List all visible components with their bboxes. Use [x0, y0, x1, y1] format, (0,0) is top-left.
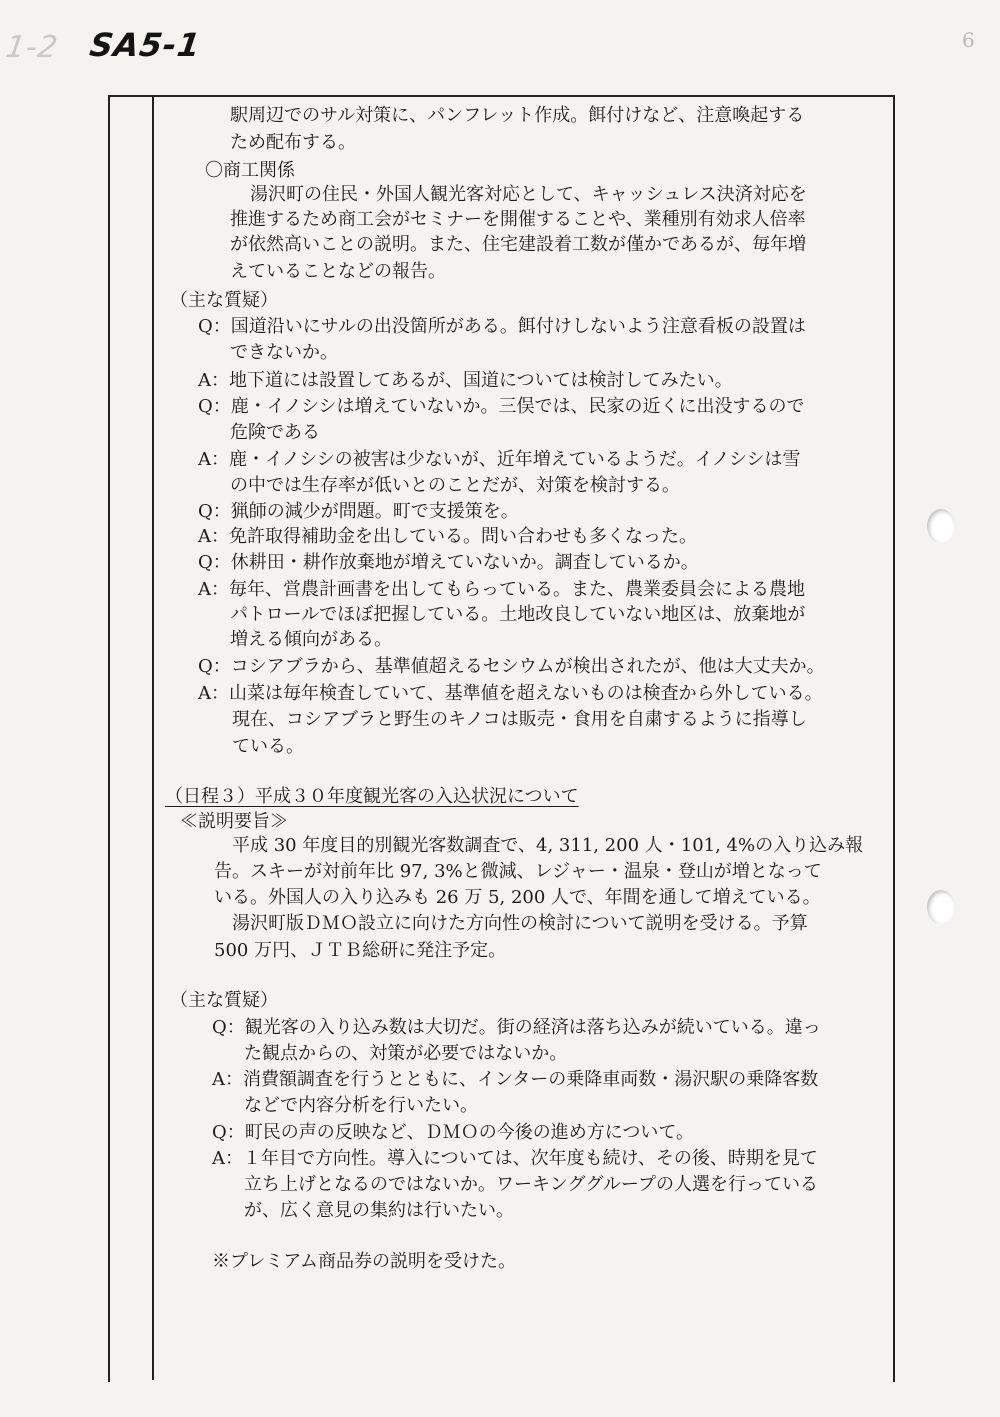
text-line: ている。 [232, 736, 304, 757]
text-line: 推進するため商工会がセミナーを開催することや、業種別有効求人倍率 [230, 209, 806, 230]
text-line: Q：鹿・イノシシは増えていないか。三俣では、民家の近くに出没するので [198, 396, 805, 417]
text-line: 500 万円、ＪＴＢ総研に発注予定。 [214, 940, 507, 961]
text-line: できないか。 [230, 342, 338, 363]
text-line: Q：町民の声の反映など、ＤＭＯの今後の進め方について。 [212, 1122, 695, 1143]
text-line: A：地下道には設置してあるが、国道については検討してみたい。 [198, 370, 733, 391]
text-line: （主な質疑） [170, 290, 278, 311]
text-line: 〇商工関係 [205, 160, 295, 181]
text-line: ※プレミアム商品券の説明を受けた。 [212, 1251, 517, 1272]
text-line: た観点からの、対策が必要ではないか。 [244, 1043, 568, 1064]
text-line: 平成 30 年度目的別観光客数調査で、4, 311, 200 人・101, 4%の入り込み報 [232, 835, 864, 856]
text-line: ≪説明要旨≫ [180, 811, 288, 832]
text-line: パトロールでほぼ把握している。土地改良していない地区は、放棄地が [230, 604, 806, 625]
handwritten-document-code: SA5-1 [87, 26, 204, 64]
text-line: A：山菜は毎年検査していて、基準値を超えないものは検査から外している。 [198, 683, 823, 704]
text-line: ため配布する。 [230, 132, 356, 153]
text-line: が依然高いことの説明。また、住宅建設着工数が僅かであるが、毎年増 [230, 234, 806, 255]
corner-page-mark: 6 [962, 28, 975, 52]
text-line: Q：休耕田・耕作放棄地が増えていないか。調査しているか。 [198, 552, 699, 573]
text-line: A：１年目で方向性。導入については、次年度も続け、その後、時期を見て [212, 1148, 818, 1169]
text-line: 現在、コシアブラと野生のキノコは販売・食用を自粛するように指導し [232, 709, 807, 730]
text-line: Q：国道沿いにサルの出没箇所がある。餌付けしないよう注意看板の設置は [198, 316, 806, 337]
text-line: A：毎年、営農計画書を出してもらっている。また、農業委員会による農地 [198, 579, 805, 600]
text-line: が、広く意見の集約は行いたい。 [244, 1200, 514, 1221]
text-line: A：免許取得補助金を出している。問い合わせも多くなった。 [198, 526, 697, 547]
text-line: の中では生存率が低いとのことだが、対策を検討する。 [230, 475, 680, 496]
section-heading: （日程３）平成３０年度観光客の入込状況について [165, 786, 579, 807]
text-line: 増える傾向がある。 [230, 629, 392, 650]
text-line: いる。外国人の入り込みも 26 万 5, 200 人で、年間を通して増えている。 [214, 887, 821, 908]
text-line: 告。スキーが対前年比 97, 3%と微減、レジャー・温泉・登山が増となって [214, 861, 822, 882]
text-line: Q：コシアブラから、基準値超えるセシウムが検出されたが、他は大丈夫か。 [198, 656, 825, 677]
text-line: 立ち上げとなるのではないか。ワーキンググループの人選を行っている [244, 1174, 819, 1195]
text-line: などで内容分析を行いたい。 [244, 1095, 478, 1116]
text-line: 湯沢町の住民・外国人観光客対応として、キャッシュレス決済対応を [250, 184, 807, 205]
text-line: Q：猟師の減少が問題。町で支援策を。 [198, 501, 519, 522]
text-line: A：鹿・イノシシの被害は少ないが、近年増えているようだ。イノシシは雪 [198, 449, 801, 470]
text-line: A：消費額調査を行うとともに、インターの乗降車両数・湯沢駅の乗降客数 [212, 1069, 819, 1090]
text-line: （主な質疑） [170, 990, 278, 1011]
faint-handwritten-mark: 1-2 [3, 30, 61, 65]
punch-hole-upper [927, 509, 955, 543]
text-line: Q：観光客の入り込み数は大切だ。街の経済は落ち込みが続いている。違っ [212, 1017, 821, 1038]
text-line: 駅周辺でのサル対策に、パンフレット作成。餌付けなど、注意喚起する [230, 105, 805, 126]
text-line: 危険である [230, 422, 320, 443]
text-line: えていることなどの報告。 [230, 261, 446, 282]
table-inner-divider [152, 95, 154, 1380]
text-line: 湯沢町版ＤＭＯ設立に向けた方向性の検討について説明を受ける。予算 [232, 913, 808, 934]
punch-hole-lower [927, 890, 955, 924]
